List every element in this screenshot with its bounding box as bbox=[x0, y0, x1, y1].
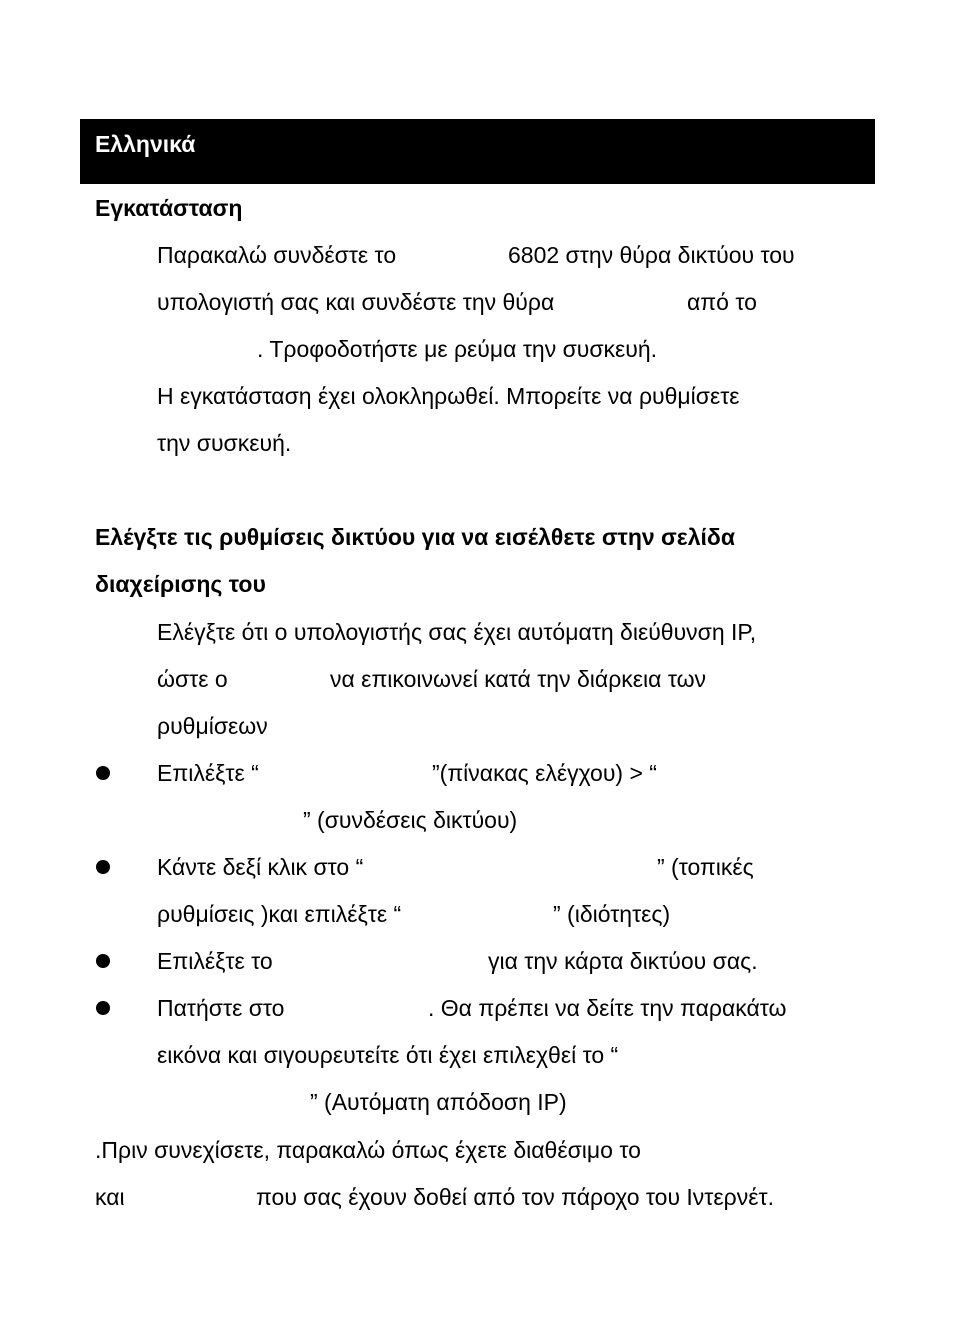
installation-text: από το bbox=[687, 289, 757, 315]
language-header-bar bbox=[80, 119, 875, 184]
bullet-text: ”(πίνακας ελέγχου) > “ bbox=[432, 760, 657, 786]
network-check-text: Ελέγξτε ότι ο υπολογιστής σας έχει αυτόματη διεύθυνση IP, bbox=[157, 619, 757, 645]
bullet-text: Πατήστε στο bbox=[157, 995, 285, 1021]
installation-heading: Εγκατάσταση bbox=[95, 195, 243, 221]
installation-text: Παρακαλώ συνδέστε το bbox=[157, 242, 397, 268]
bullet-text: εικόνα και σιγουρευτείτε ότι έχει επιλεχθεί το “ bbox=[157, 1042, 619, 1068]
installation-text: την συσκευή. bbox=[157, 430, 292, 456]
installation-text: . Τροφοδοτήστε με ρεύμα την συσκευή. bbox=[257, 336, 658, 362]
network-check-heading: Ελέγξτε τις ρυθμίσεις δικτύου για να εισέλθετε στην σελίδα bbox=[95, 524, 735, 550]
bullet-text: ρυθμίσεις )και επιλέξτε “ bbox=[157, 901, 402, 927]
bullet-text: Κάντε δεξί κλικ στο “ bbox=[157, 854, 364, 880]
installation-text: υπολογιστή σας και συνδέστε την θύρα bbox=[157, 289, 555, 315]
bullet-text: ” (συνδέσεις δικτύου) bbox=[303, 807, 518, 833]
network-check-text: ώστε ο bbox=[157, 666, 228, 692]
bullet-icon bbox=[96, 1001, 110, 1015]
bullet-icon bbox=[96, 860, 110, 874]
network-check-text: να επικοινωνεί κατά την διάρκεια των bbox=[330, 666, 707, 692]
bullet-icon bbox=[96, 954, 110, 968]
language-title: Ελληνικά bbox=[95, 131, 196, 157]
bullet-icon bbox=[96, 766, 110, 780]
bullet-text: Επιλέξτε το bbox=[157, 948, 273, 974]
bullet-text: Επιλέξτε “ bbox=[157, 760, 259, 786]
bullet-text: ” (ιδιότητες) bbox=[553, 901, 671, 927]
footer-text: που σας έχουν δοθεί από τον πάροχο του Ιντερνέτ. bbox=[256, 1184, 774, 1210]
installation-text: 6802 στην θύρα δικτύου του bbox=[508, 242, 795, 268]
footer-text: .Πριν συνεχίσετε, παρακαλώ όπως έχετε διαθέσιμο το bbox=[95, 1137, 641, 1163]
installation-text: Η εγκατάσταση έχει ολοκληρωθεί. Μπορείτε να ρυθμίσετε bbox=[157, 383, 740, 409]
bullet-text: ” (τοπικές bbox=[657, 854, 754, 880]
network-check-heading: διαχείρισης του bbox=[95, 571, 266, 597]
footer-text: και bbox=[95, 1184, 125, 1210]
bullet-text: για την κάρτα δικτύου σας. bbox=[488, 948, 758, 974]
bullet-text: ” (Αυτόματη απόδοση IP) bbox=[310, 1089, 567, 1115]
network-check-text: ρυθμίσεων bbox=[157, 713, 268, 739]
bullet-text: . Θα πρέπει να δείτε την παρακάτω bbox=[428, 995, 787, 1021]
